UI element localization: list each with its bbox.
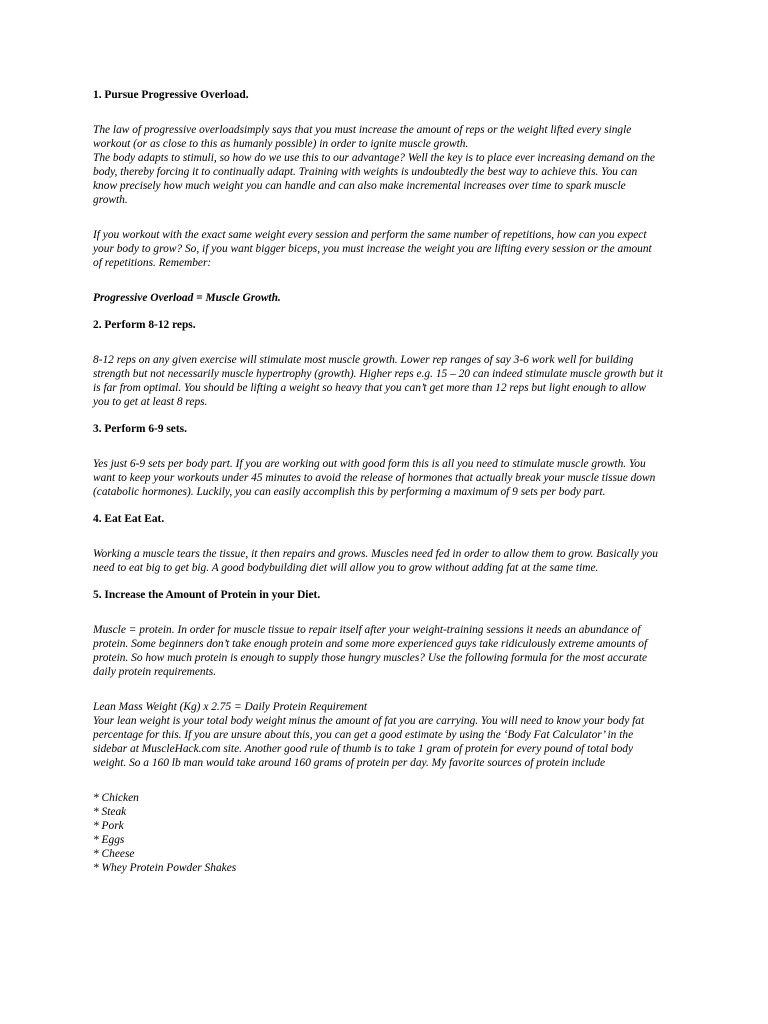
paragraph-overload-law: The law of progressive overloadsimply says that you must increase the amount of reps or the weight lifted every single workout (or as close to this as humanly possible) in order to ignite muscle growth. xyxy=(93,124,632,150)
list-item: * Whey Protein Powder Shakes xyxy=(93,862,237,874)
paragraph-reps: 8-12 reps on any given exercise will stimulate most muscle growth. Lower rep ranges of say 3-6 work well for building strength but not necessarily muscle hypertrophy (growth). Higher reps e.g. 15 – 20 can indeed stimulate muscle growth but it is far from optimal. You should be lifting a weight so heavy that you can’t get more than 12 reps but light enough to allow you to get at least 8 reps. xyxy=(93,354,663,408)
list-item: * Steak xyxy=(93,806,127,818)
paragraph-eat: Working a muscle tears the tissue, it then repairs and grows. Muscles need fed in order to allow them to grow. Basically you need to eat big to get big. A good bodybuilding diet will allow you to grow without adding fat at the same time. xyxy=(93,548,658,574)
heading-progressive-overload: 1. Pursue Progressive Overload. xyxy=(93,89,249,101)
list-item: * Pork xyxy=(93,820,124,832)
heading-reps: 2. Perform 8-12 reps. xyxy=(93,319,196,331)
list-item: * Chicken xyxy=(93,792,139,804)
formula-protein-requirement: Lean Mass Weight (Kg) x 2.75 = Daily Protein Requirement xyxy=(93,701,368,713)
paragraph-lean-weight: Your lean weight is your total body weight minus the amount of fat you are carrying. You will need to know your body fat percentage for this. If you are unsure about this, you can get a good estimate by using the ‘Body Fat Calculator’ in the sidebar at MuscleHack.com site. Another good rule of thumb is to take 1 gram of protein for every pound of total body weight. So a 160 lb man would take around 160 grams of protein per day. My favorite sources of protein include xyxy=(93,715,645,769)
heading-eat: 4. Eat Eat Eat. xyxy=(93,513,165,525)
heading-sets: 3. Perform 6-9 sets. xyxy=(93,423,187,435)
paragraph-protein: Muscle = protein. In order for muscle tissue to repair itself after your weight-training sessions it needs an abundance of protein. Some beginners don’t take enough protein and some more experienced guys take ridiculously extreme amounts of protein. So how much protein is enough to supply those hungry muscles? Use the following formula for the most accurate daily protein requirements. xyxy=(93,624,648,678)
list-item: * Cheese xyxy=(93,848,135,860)
paragraph-body-adapts: The body adapts to stimuli, so how do we use this to our advantage? Well the key is to place ever increasing demand on the body, thereby forcing it to continually adapt. Training with weights is undoubtedly the best way to achieve this. You can know precisely how much weight you can handle and can also make incremental increases over time to spark muscle growth. xyxy=(93,152,655,206)
formula-overload-growth: Progressive Overload = Muscle Growth. xyxy=(93,292,281,304)
paragraph-sets: Yes just 6-9 sets per body part. If you are working out with good form this is all you need to stimulate muscle growth. You want to keep your workouts under 45 minutes to avoid the release of hormones that actually break your muscle tissue down (catabolic hormones). Luckily, you can easily accomplish this by performing a maximum of 9 sets per body part. xyxy=(93,458,656,498)
heading-protein: 5. Increase the Amount of Protein in your Diet. xyxy=(93,589,321,601)
protein-sources-list xyxy=(93,791,663,875)
list-item: * Eggs xyxy=(93,834,125,846)
document-page xyxy=(93,88,663,875)
paragraph-same-weight: If you workout with the exact same weight every session and perform the same number of repetitions, how can you expect your body to grow? So, if you want bigger biceps, you must increase the weight you are lifting every session or the amount of repetitions. Remember: xyxy=(93,229,652,269)
